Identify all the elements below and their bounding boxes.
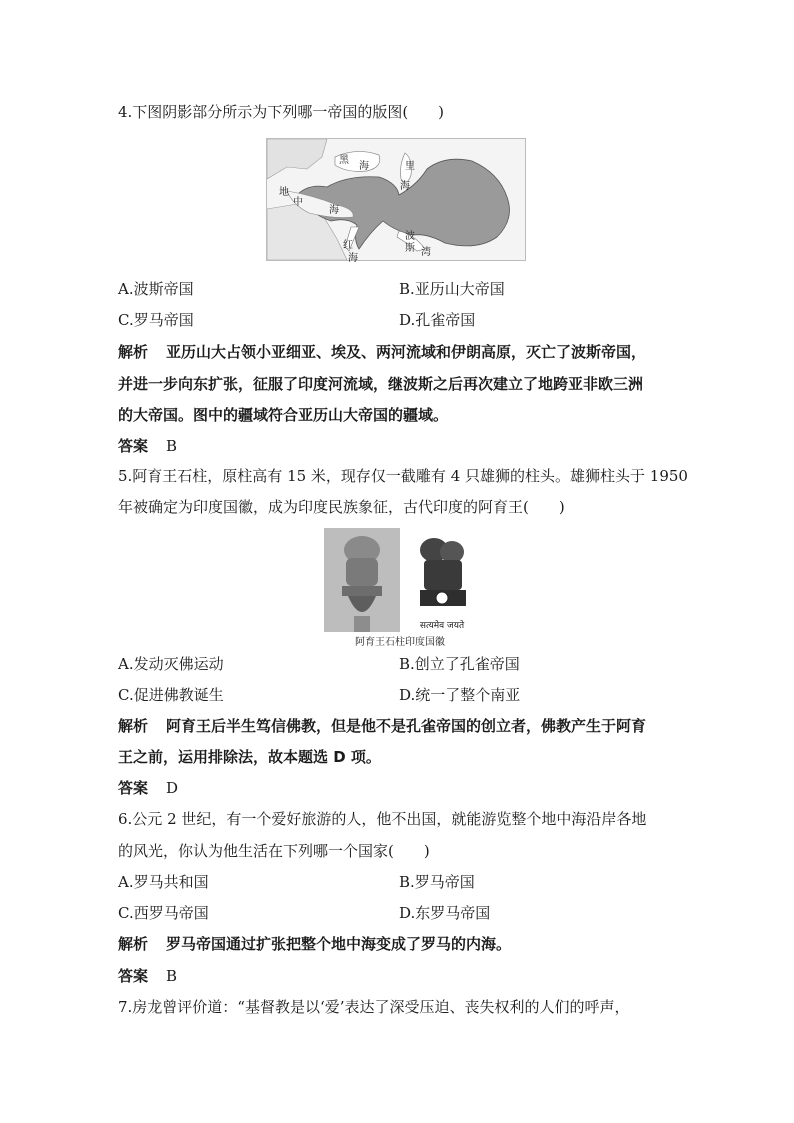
q5-analysis-line-2: 王之前，运用排除法，故本题选 D 项。: [118, 748, 381, 766]
map-label-med-1: 地: [279, 187, 289, 198]
map-label-black-2: 海: [359, 161, 369, 172]
q4-option-c: C.罗马帝国: [118, 311, 194, 329]
q4-answer-label: 答案: [118, 437, 149, 455]
q4-answer: [118, 436, 177, 456]
q6-analysis-text-1: 罗马帝国通过扩张把整个地中海变成了罗马的内海。: [166, 935, 512, 953]
q5-answer: [118, 778, 178, 798]
q5-option-b: B.创立了孔雀帝国: [399, 655, 520, 673]
q5-answer-label: 答案: [118, 779, 149, 797]
ashoka-pillar-image: [324, 528, 476, 646]
q5-analysis-label: 解析: [118, 717, 149, 735]
map-label-caspian-1: 里: [405, 161, 415, 172]
map-label-med-3: 海: [329, 205, 339, 216]
map-label-persian-3: 湾: [421, 247, 431, 258]
q6-stem-line-2: 的风光，你认为他生活在下列哪一个国家( ): [118, 842, 430, 860]
q5-stem-line-2: 年被确定为印度国徽，成为印度民族象征，古代印度的阿育王( ): [118, 498, 565, 516]
q5-analysis-line-1: [118, 716, 646, 736]
q6-option-b: B.罗马帝国: [399, 873, 475, 891]
map-label-red-1: 红: [343, 240, 353, 251]
q5-stem-line-1: 5.阿育王石柱，原柱高有 15 米，现存仅一截雕有 4 只雄狮的柱头。雄狮柱头于 1950: [118, 467, 688, 485]
q4-analysis-label: 解析: [118, 343, 149, 361]
q4-analysis-line-2: 并进一步向东扩张，征服了印度河流域，继波斯之后再次建立了地跨亚非欧三洲: [118, 375, 644, 393]
map-label-red-2: 海: [348, 253, 358, 264]
q4-analysis-line-3: 的大帝国。图中的疆域符合亚历山大帝国的疆域。: [118, 406, 449, 424]
ashoka-graphic: [324, 528, 476, 632]
q5-option-d: D.统一了整个南亚: [399, 686, 521, 704]
q4-option-a: A.波斯帝国: [118, 280, 194, 298]
q5-option-a: A.发动灭佛运动: [118, 655, 224, 673]
empire-map: [266, 138, 526, 264]
q5-answer-value: D: [166, 779, 179, 797]
image-caption: 阿育王石柱印度国徽: [355, 637, 445, 648]
q6-answer-label: 答案: [118, 967, 149, 985]
q4-option-d: D.孔雀帝国: [399, 311, 476, 329]
map-label-persian-2: 斯: [405, 243, 415, 254]
q6-answer: [118, 966, 177, 986]
map-label-caspian-2: 海: [400, 181, 410, 192]
q4-analysis-line-1: [118, 342, 646, 362]
q6-option-a: A.罗马共和国: [118, 873, 209, 891]
q5-analysis-text-1: 阿育王后半生笃信佛教，但是他不是孔雀帝国的创立者，佛教产生于阿育: [166, 717, 647, 735]
map-label-persian-1: 波: [405, 231, 415, 242]
q6-answer-value: B: [166, 967, 178, 985]
q4-stem: 4.下图阴影部分所示为下列哪一帝国的版图( ): [118, 103, 445, 121]
map-label-med-2: 中: [293, 197, 303, 208]
q6-analysis-label: 解析: [118, 935, 149, 953]
q6-stem-line-1: 6.公元 2 世纪，有一个爱好旅游的人，他不出国，就能游览整个地中海沿岸各地: [118, 810, 647, 828]
q6-analysis-line-1: [118, 934, 511, 954]
q6-option-d: D.东罗马帝国: [399, 904, 491, 922]
q7-stem-line-1: 7.房龙曾评价道：“基督教是以‘爱’表达了深受压迫、丧失权利的人们的呼声，: [118, 998, 630, 1016]
q4-answer-value: B: [166, 437, 178, 455]
q5-option-c: C.促进佛教诞生: [118, 686, 224, 704]
q6-option-c: C.西罗马帝国: [118, 904, 209, 922]
emblem-motto: सत्यमेव जयते: [419, 621, 465, 631]
q4-option-b: B.亚历山大帝国: [399, 280, 505, 298]
map-label-black-1: 黑: [339, 155, 349, 166]
q4-analysis-text-1: 亚历山大占领小亚细亚、埃及、两河流域和伊朗高原，灭亡了波斯帝国，: [166, 343, 647, 361]
map-graphic: [267, 139, 525, 260]
